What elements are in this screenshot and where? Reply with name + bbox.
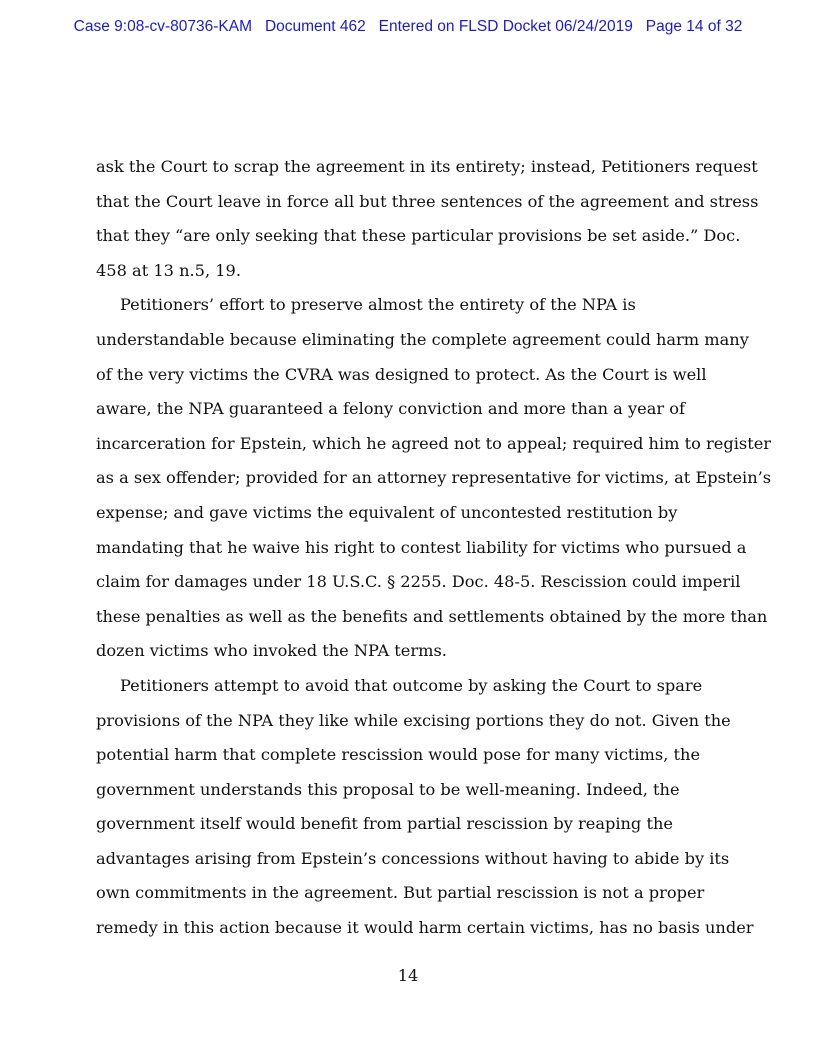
- text-line: dozen victims who invoked the NPA terms.: [96, 641, 447, 661]
- page-number: 14: [397, 966, 419, 985]
- text-line: as a sex offender; provided for an attorney representative for victims, at Epstein’s: [96, 468, 772, 488]
- text-line: incarceration for Epstein, which he agreed not to appeal; required him to register: [96, 433, 772, 453]
- text-line: advantages arising from Epstein’s concessions without having to abide by its: [96, 848, 730, 868]
- text-line: government itself would benefit from partial rescission by reaping the: [96, 814, 673, 834]
- text-line: expense; and gave victims the equivalent of uncontested restitution by: [96, 502, 678, 522]
- text-line: provisions of the NPA they like while excising portions they do not. Given the: [96, 710, 731, 730]
- header-page-count: Page 14 of 32: [645, 18, 743, 35]
- text-line: ask the Court to scrap the agreement in its entirety; instead, Petitioners request: [96, 157, 758, 176]
- paragraph-first-line: Petitioners’ effort to preserve almost the entirety of the NPA is: [120, 295, 636, 315]
- text-line: that they “are only seeking that these particular provisions be set aside.” Doc.: [96, 226, 741, 246]
- header-case-number: Case 9:08-cv-80736-KAM: [73, 18, 253, 35]
- text-line: mandating that he waive his right to contest liability for victims who pursued a: [96, 537, 747, 557]
- text-line: remedy in this action because it would harm certain victims, has no basis under: [96, 918, 754, 938]
- text-line: of the very victims the CVRA was designed to protect. As the Court is well: [96, 364, 707, 384]
- document-body: [96, 155, 772, 951]
- text-line: 458 at 13 n.5, 19.: [96, 260, 241, 280]
- text-line: potential harm that complete rescission would pose for many victims, the: [96, 745, 701, 765]
- text-line: own commitments in the agreement. But partial rescission is not a proper: [96, 883, 705, 903]
- header-document-number: Document 462: [264, 18, 366, 35]
- text-line: aware, the NPA guaranteed a felony conviction and more than a year of: [96, 399, 685, 419]
- paragraph-first-line: Petitioners attempt to avoid that outcome by asking the Court to spare: [120, 675, 703, 695]
- header-entered-date: Entered on FLSD Docket 06/24/2019: [378, 18, 633, 35]
- text-line: government understands this proposal to be well-meaning. Indeed, the: [96, 779, 680, 799]
- text-line: these penalties as well as the benefits and settlements obtained by the more than: [96, 606, 768, 626]
- text-line: that the Court leave in force all but three sentences of the agreement and stress: [96, 191, 759, 211]
- text-line: understandable because eliminating the complete agreement could harm many: [96, 329, 749, 349]
- text-line: claim for damages under 18 U.S.C. § 2255. Doc. 48-5. Rescission could imperil: [96, 572, 741, 592]
- docket-header: [0, 18, 816, 36]
